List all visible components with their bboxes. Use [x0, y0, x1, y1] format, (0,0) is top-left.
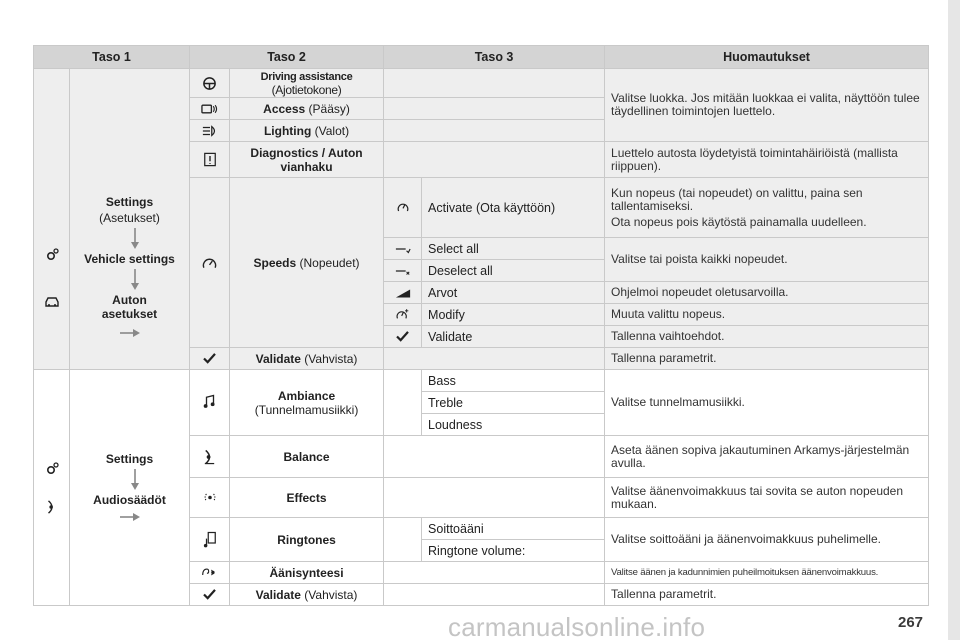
empty-cell: [384, 584, 605, 606]
level2-settings-sub: (Asetukset): [99, 211, 160, 225]
car-icon: [43, 295, 61, 309]
table-row: [34, 69, 929, 98]
menu-voice-synthesis[interactable]: Äänisynteesi: [230, 562, 384, 584]
menu-speeds[interactable]: Speeds (Nopeudet): [230, 178, 384, 348]
level2-settings-vehicle: [70, 69, 190, 370]
check-icon: [190, 348, 230, 370]
effects-icon: [190, 478, 230, 518]
empty-cell: [384, 478, 605, 518]
menu-effects[interactable]: Effects: [230, 478, 384, 518]
menu-ringtones[interactable]: Ringtones: [230, 518, 384, 562]
ringtone-icon: [190, 518, 230, 562]
note-activate-line2: Ota nopeus pois käytöstä painamalla uudelleen.: [611, 214, 867, 229]
speed-values[interactable]: Arvot: [422, 282, 605, 304]
header-level3: Taso 3: [384, 46, 605, 69]
header-level2: Taso 2: [190, 46, 384, 69]
speed-deselect-all[interactable]: Deselect all: [422, 260, 605, 282]
menu-ambiance[interactable]: Ambiance (Tunnelmamusiikki): [230, 370, 384, 436]
voice-icon: [190, 562, 230, 584]
headlight-icon: [190, 120, 230, 142]
empty-cell: [384, 436, 605, 478]
note-validate-speed: Tallenna vaihtoehdot.: [605, 326, 929, 348]
level1-icons-settings: [34, 69, 70, 370]
note-activate-line1: Kun nopeus (tai nopeudet) on valittu, paina sen tallentamiseksi.: [611, 185, 863, 213]
speed-activate-icon: [384, 178, 422, 238]
menu-balance[interactable]: Balance: [230, 436, 384, 478]
balance-icon: [190, 436, 230, 478]
ambiance-loudness[interactable]: Loudness: [422, 414, 605, 436]
empty-cell: [384, 120, 605, 142]
empty-cell: [384, 348, 605, 370]
note-diagnostics: Luettelo autosta löydetyistä toimintahäiriöistä (mallista riippuen).: [605, 142, 929, 178]
speed-modify[interactable]: Modify: [422, 304, 605, 326]
menu-validate[interactable]: Validate (Vahvista): [230, 348, 384, 370]
empty-cell: [384, 562, 605, 584]
arrow-right-icon: [76, 511, 183, 525]
menu-driving-assistance[interactable]: Driving assistance (Ajotietokone): [230, 69, 384, 98]
steering-wheel-icon: [190, 69, 230, 98]
speed-activate[interactable]: Activate (Ota käyttöön): [422, 178, 605, 238]
note-select: Valitse tai poista kaikki nopeudet.: [605, 238, 929, 282]
empty-cell: [384, 69, 605, 98]
speed-select-all[interactable]: Select all: [422, 238, 605, 260]
empty-cell: [384, 518, 422, 562]
note-effects: Valitse äänenvoimakkuus tai sovita se auton nopeuden mukaan.: [605, 478, 929, 518]
note-categories: Valitse luokka. Jos mitään luokkaa ei valita, näyttöön tulee täydellinen toimintojen luettelo.: [605, 69, 929, 142]
level2-settings-label: Settings: [105, 195, 154, 209]
menu-validate[interactable]: Validate (Vahvista): [230, 584, 384, 606]
speedometer-icon: [190, 178, 230, 348]
empty-cell: [384, 98, 605, 120]
note-ringtones: Valitse soittoääni ja äänenvoimakkuus puhelimelle.: [605, 518, 929, 562]
settings-menu-table: [33, 45, 929, 606]
table-row: [34, 370, 929, 392]
deselect-all-icon: [384, 260, 422, 282]
level2-auton: Auton: [112, 293, 147, 307]
note-activate: [605, 178, 929, 238]
menu-access[interactable]: Access (Pääsy): [230, 98, 384, 120]
values-icon: [384, 282, 422, 304]
empty-cell: [384, 142, 605, 178]
note-validate: Tallenna parametrit.: [605, 348, 929, 370]
gear-icon: [44, 247, 60, 263]
ambiance-icon: [190, 370, 230, 436]
level1-icons-audio: [34, 370, 70, 606]
modify-icon: [384, 304, 422, 326]
arrow-right-icon: [76, 327, 183, 341]
menu-diagnostics[interactable]: Diagnostics / Auton vianhaku: [230, 142, 384, 178]
check-icon: [384, 326, 422, 348]
note-voice: Valitse äänen ja kadunnimien puheilmoituksen äänenvoimakkuus.: [605, 562, 929, 584]
gear-icon: [44, 461, 60, 477]
ringtone-select[interactable]: Soittoääni: [422, 518, 605, 540]
level2-audio-settings: Audiosäädöt: [93, 493, 166, 507]
empty-cell: [384, 370, 422, 436]
level2-settings-label: Settings: [105, 452, 154, 466]
menu-lighting[interactable]: Lighting (Valot): [230, 120, 384, 142]
select-all-icon: [384, 238, 422, 260]
speed-validate[interactable]: Validate: [422, 326, 605, 348]
check-icon: [190, 584, 230, 606]
ambiance-bass[interactable]: Bass: [422, 370, 605, 392]
car-key-icon: [190, 98, 230, 120]
note-values: Ohjelmoi nopeudet oletusarvoilla.: [605, 282, 929, 304]
note-balance: Aseta äänen sopiva jakautuminen Arkamys-järjestelmän avulla.: [605, 436, 929, 478]
ambiance-treble[interactable]: Treble: [422, 392, 605, 414]
speaker-icon: [45, 499, 59, 515]
page-number: 267: [898, 614, 924, 631]
header-notes: Huomautukset: [605, 46, 929, 69]
level2-settings-audio: [70, 370, 190, 606]
page-edge-bar: [948, 0, 960, 640]
note-validate: Tallenna parametrit.: [605, 584, 929, 606]
watermark: carmanualsonline.info: [448, 612, 706, 642]
level2-vehicle-settings: Vehicle settings: [84, 252, 175, 266]
note-ambiance: Valitse tunnelmamusiikki.: [605, 370, 929, 436]
level2-asetukset: asetukset: [101, 307, 158, 321]
note-modify: Muuta valittu nopeus.: [605, 304, 929, 326]
ringtone-volume[interactable]: Ringtone volume:: [422, 540, 605, 562]
header-level1: Taso 1: [34, 46, 190, 69]
table-header: [34, 46, 929, 69]
warning-icon: [190, 142, 230, 178]
